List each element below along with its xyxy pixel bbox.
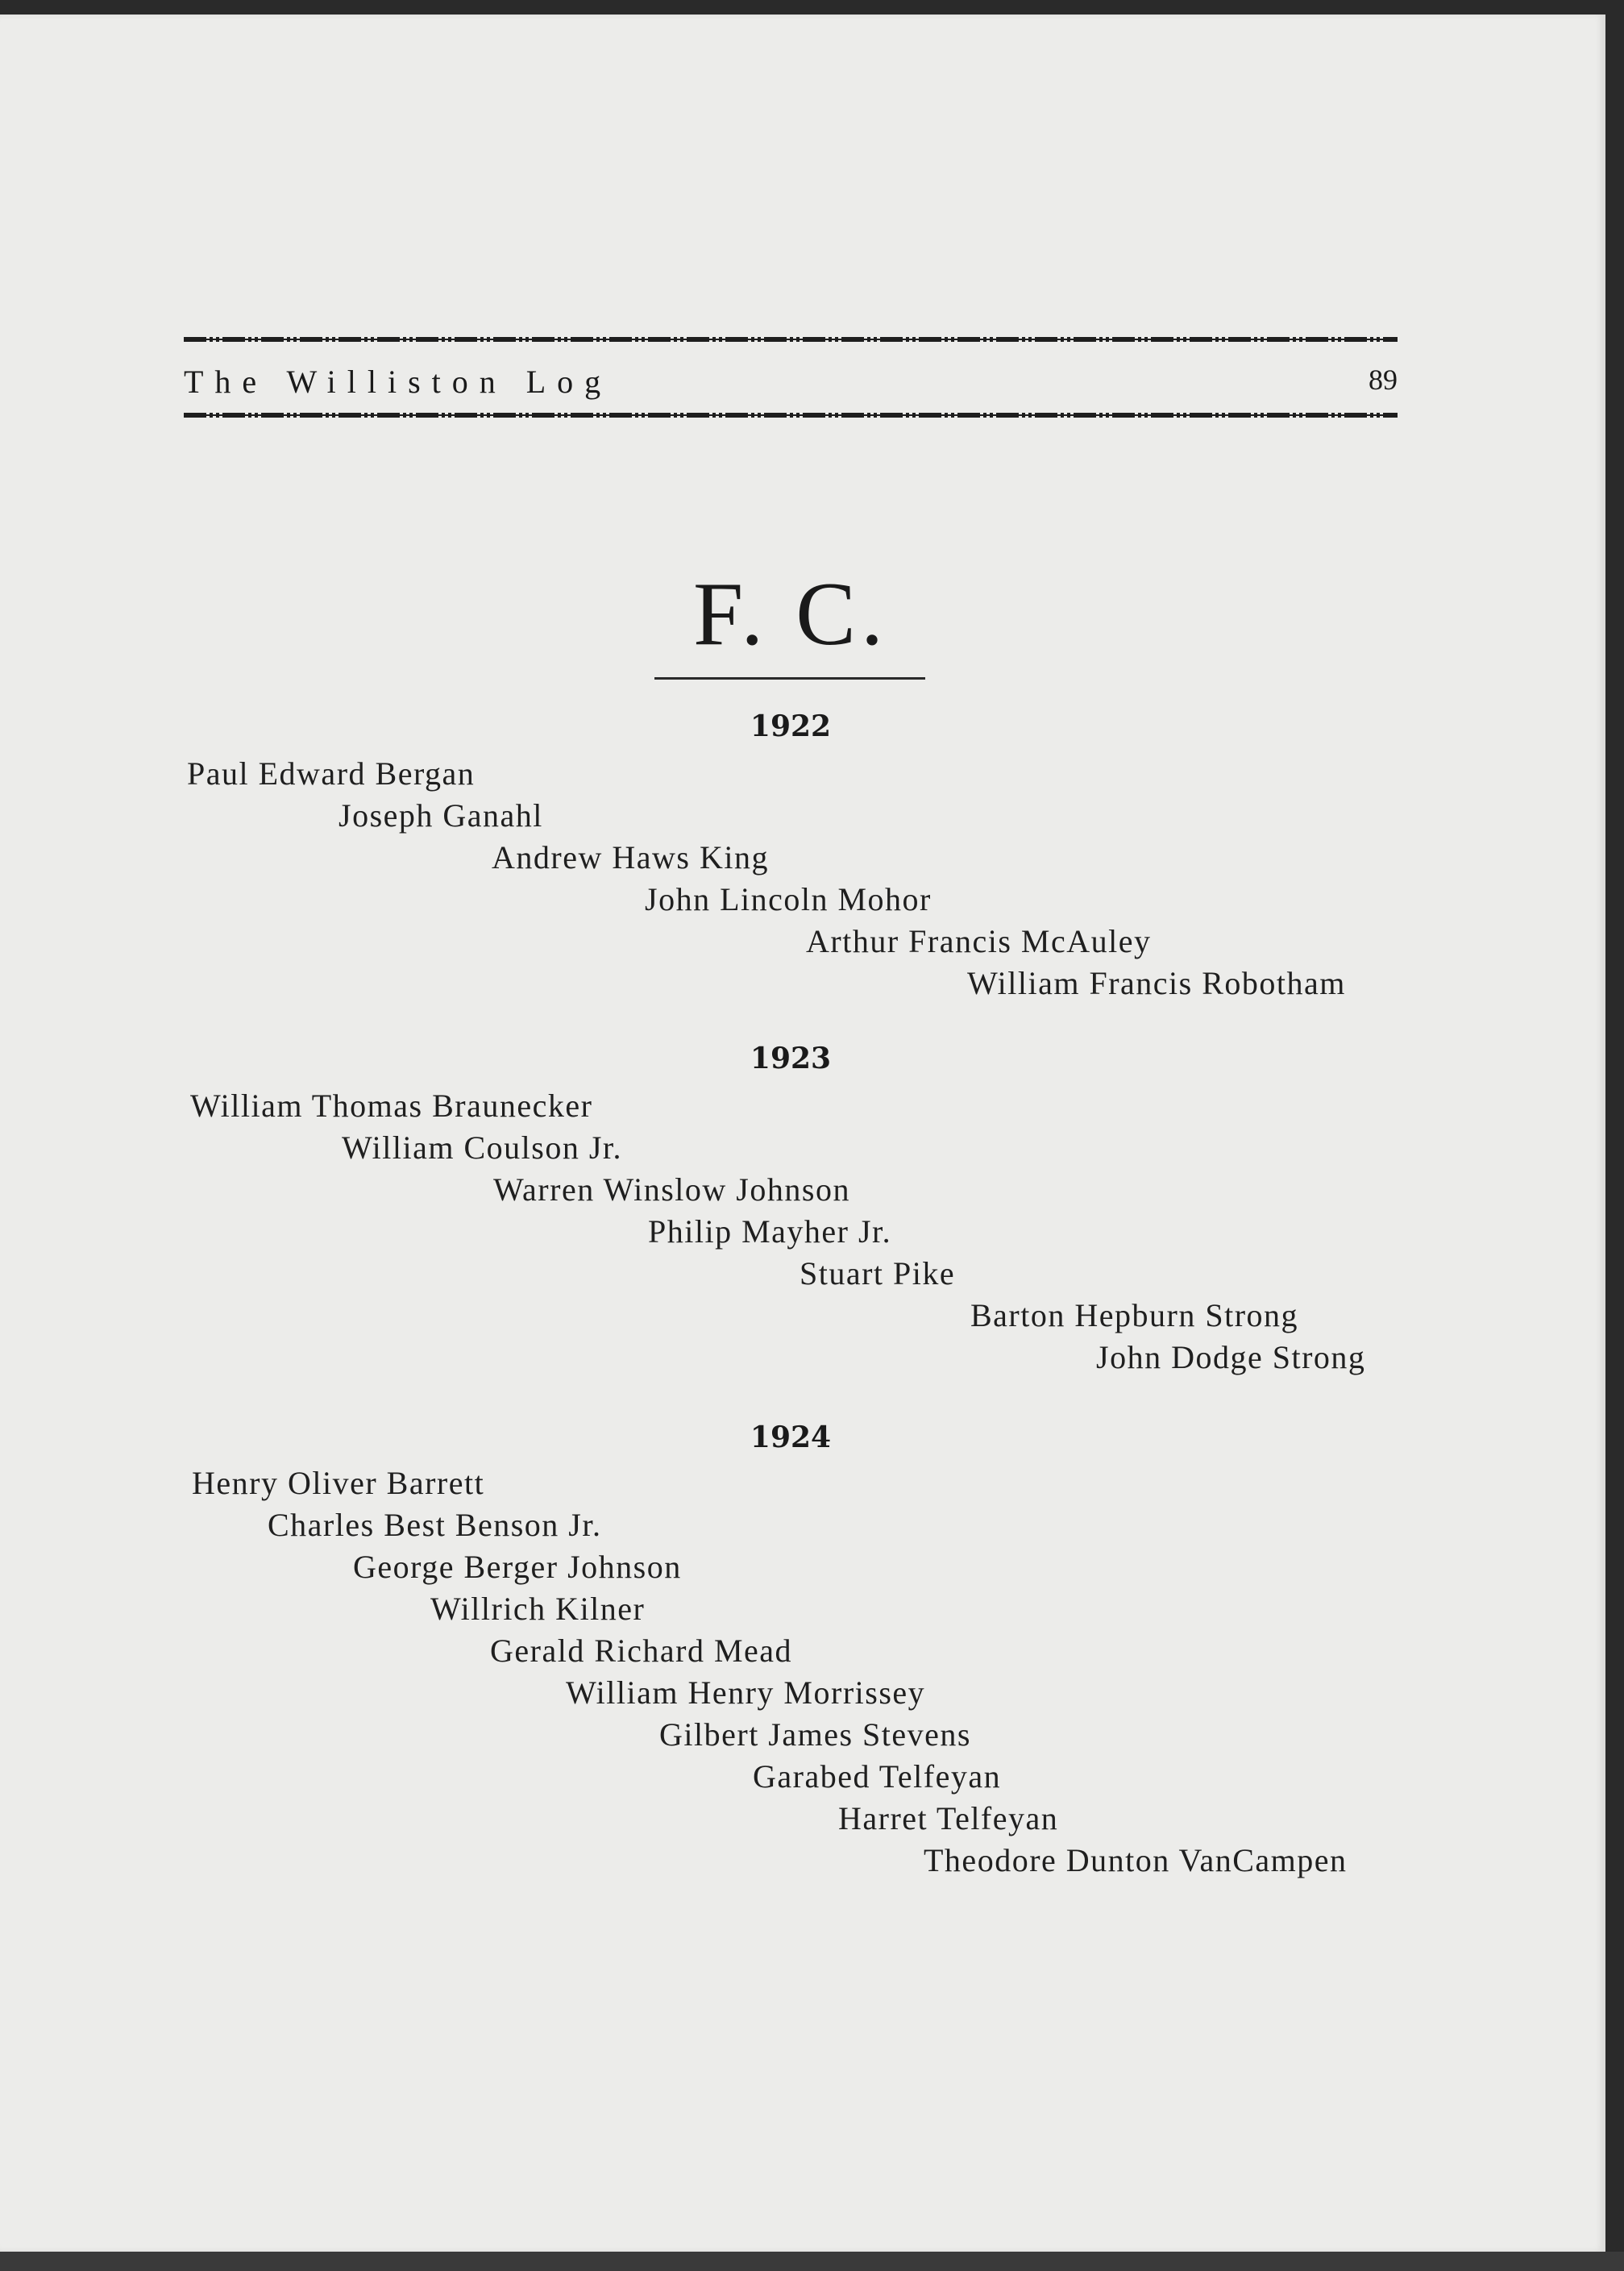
title-underline [654,677,925,680]
scan-edge [0,2252,1624,2271]
member-name: Gerald Richard Mead [490,1633,793,1669]
member-name: Willrich Kilner [430,1591,646,1627]
member-name: William Francis Robotham [967,965,1346,1001]
member-name: William Coulson Jr. [342,1129,623,1166]
member-name: Garabed Telfeyan [753,1758,1002,1795]
header-rule-bottom [184,413,1398,418]
running-title: The Williston Log [184,364,613,400]
class-year-1923: 1923 [750,1042,832,1075]
member-name: Philip Mayher Jr. [648,1213,892,1250]
member-name: Paul Edward Bergan [187,755,476,792]
member-name: Stuart Pike [800,1255,956,1291]
page-number: 89 [1369,364,1398,396]
member-name: Arthur Francis McAuley [806,923,1152,959]
class-year-1922: 1922 [750,709,832,743]
page [0,15,1605,2252]
member-name: Charles Best Benson Jr. [268,1507,602,1543]
member-name: John Lincoln Mohor [645,881,932,917]
page-title: F. C. [692,564,889,664]
member-name: Warren Winslow Johnson [493,1171,850,1208]
member-name: William Henry Morrissey [566,1674,926,1711]
header-rule-top [184,337,1398,342]
member-name: Gilbert James Stevens [659,1716,971,1753]
member-name: Henry Oliver Barrett [192,1465,485,1501]
member-name: Joseph Ganahl [339,797,543,834]
running-header [184,337,1398,418]
member-name: John Dodge Strong [1096,1339,1366,1375]
class-year-1924: 1924 [750,1420,832,1454]
member-name: Andrew Haws King [492,839,769,876]
member-name: Theodore Dunton VanCampen [924,1842,1348,1878]
member-name: Harret Telfeyan [838,1800,1059,1836]
member-name: Barton Hepburn Strong [970,1297,1299,1333]
member-name: George Berger Johnson [353,1549,682,1585]
member-name: William Thomas Braunecker [190,1088,593,1124]
